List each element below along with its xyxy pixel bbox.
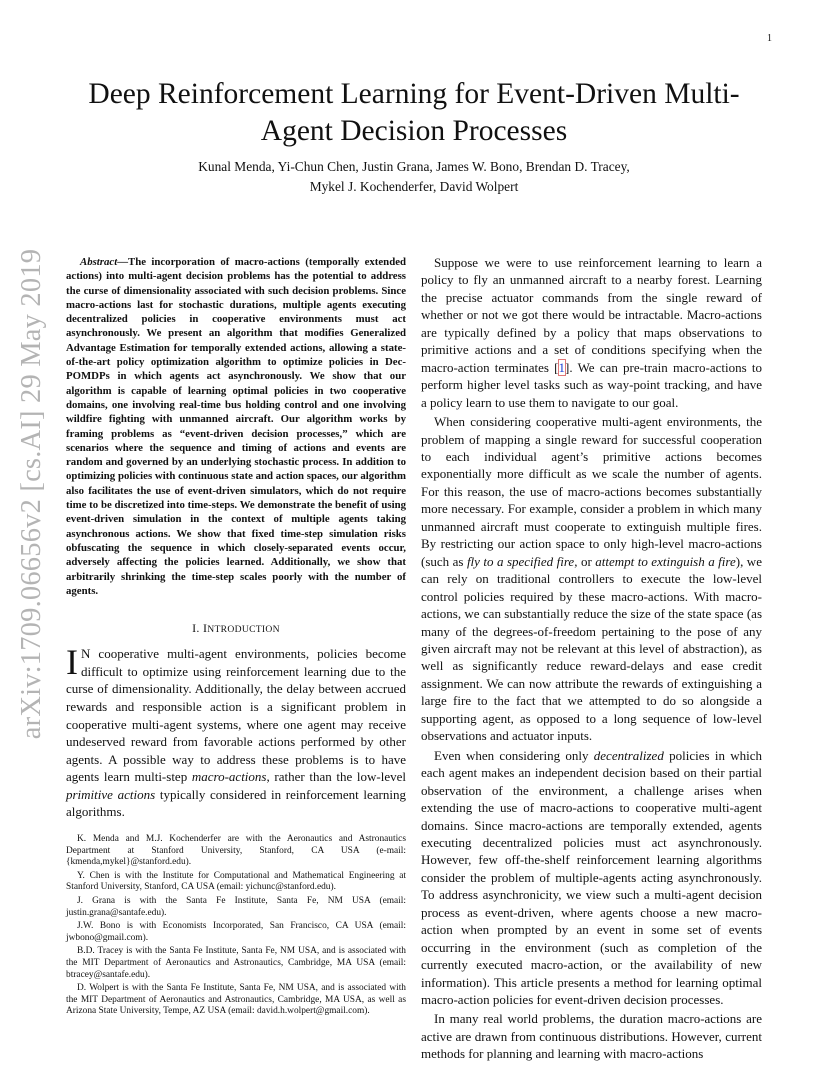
body-paragraph — [421, 254, 762, 411]
paragraph-text: When considering cooperative multi-agent environments, the problem of mapping a single reward for successful cooperation to each individual agent’s primitive actions becomes exponentially more difficult as we scale the number of agents. For this reason, the use of macro-actions becomes substantially more necessary. For example, consider a problem in which many unmanned aircraft must cooperate to extinguish multiple fires. By restricting our action space to only high-level macro-actions (such as — [421, 414, 762, 569]
paragraph-text: Suppose we were to use reinforcement learning to learn a policy to fly an unmanned aircraft to a nearby forest. Learning the precise actuator commands from the single reward of whether or not we got there would be intractable. Macro-actions are typically defined by a policy that maps observations to primitive actions and a set of conditions specifying when the macro-action terminates — [421, 255, 762, 375]
arxiv-identifier: arXiv:1709.06656v2 [cs.AI] 29 May 2019 — [16, 248, 48, 740]
abstract-lead: Abstract — [80, 256, 118, 268]
intro-cap-rest: N — [81, 646, 91, 662]
intro-text-1: cooperative multi-agent environments, policies become difficult to optimize using reinforcement learning due to the curse of dimensionality. Additionally, the delay between accrued rewards and responsible action is a significant problem in cooperative multi-agent systems, where one agent may receive undeserved reward from favorable actions performed by other agents. A possible way to address these problems is to have agents learn multi-step — [66, 646, 406, 785]
author-line-2: Mykel J. Kochenderfer, David Wolpert — [309, 179, 519, 194]
section-numeral: I. — [192, 621, 203, 636]
intro-paragraph — [66, 642, 406, 821]
emphasis-text: attempt to extinguish a fire — [595, 553, 736, 569]
footnote: Y. Chen is with the Institute for Computational and Mathematical Engineering at Stanford University, Stanford, CA USA (email: yichunc@stanford.edu). — [66, 870, 406, 893]
citation-link[interactable] — [554, 360, 569, 375]
emphasis-text: fly to a specified fire — [466, 553, 575, 569]
intro-text-3: typically considered in reinforcement learning algorithms. — [66, 786, 406, 820]
section-first-letter: I — [203, 621, 208, 636]
emphasis-text: decentralized — [593, 747, 664, 763]
intro-emphasis-primitive-actions: primitive actions — [66, 786, 156, 802]
paragraph-text: policies in which each agent makes an independent decision based on their partial observation of the environment, a challenge arises when extending the use of macro-actions to cooperative multi-agent domains. Since macro-actions are temporally extended, agents executing decentralized policies must act asynchronously. However, few off-the-shelf reinforcement learning algorithms consider the problem of multiple-agents acting asynchronously. To address asynchronicity, we view such a multi-agent decision process as event-driven, where agents choose a new macro-action when prompted by an event in some set of events occurring in the environment (such as completion of the currently executed macro-action, or the availability of new information). This article presents a method for learning optimal macro-action policies for event-driven decision processes. — [421, 747, 762, 1008]
paragraph-text: , or — [574, 553, 596, 569]
abstract-text: —The incorporation of macro-actions (temporally extended actions) into multi-agent decision problems has the potential to address the curse of dimensionality associated with such decision problems. Since macro-actions last for stochastic durations, multiple agents executing decentralized policies in cooperative environments must act asynchronously. We present an algorithm that modifies Generalized Advantage Estimation for temporally extended actions, allowing a state-of-the-art policy optimization algorithm to optimize policies in Dec-POMDPs in which agents act asynchronously. We show that our algorithm is capable of learning optimal policies in two cooperative domains, one involving real-time bus holding control and one involving wildfire fighting with unmanned aircraft. Our algorithm works by framing problems as “event-driven decision processes,” which are scenarios where the sequence and timing of actions and events are random and governed by an underlying stochastic process. In addition to optimizing policies with continuous state and action spaces, our algorithm also facilitates the use of event-driven simulators, which do not require time to be discretized into time-steps. We demonstrate the benefit of using event-driven simulation in the context of multiple agents taking asynchronous actions. We show that fixed time-step simulation risks obfuscating the sequence in which closely-separated events occur, adversely affecting the policies learned. Additionally, we show that arbitrarily shrinking the time-step scales poorly with the number of agents. — [66, 256, 406, 597]
paragraph-text: . We can pre-train macro-actions to perform higher level tasks such as way-point tracking, and have a policy learn to use them to navigate to our goal. — [421, 359, 762, 410]
footnote: K. Menda and M.J. Kochenderfer are with the Aeronautics and Astronautics Department at Stanford University, Stanford, CA USA (e-mail: {kmenda,mykel}@stanford.edu). — [66, 834, 406, 868]
section-heading-introduction — [66, 620, 406, 638]
footnote: J.W. Bono is with Economists Incorporated, San Francisco, CA USA (email: jwbono@gmail.com). — [66, 921, 406, 943]
paper-title: Deep Reinforcement Learning for Event-Driven Multi-Agent Decision Processes — [88, 78, 740, 147]
citation-number[interactable]: 1 — [558, 359, 565, 375]
body-paragraph — [421, 413, 762, 745]
arxiv-stamp — [12, 248, 52, 740]
abstract — [66, 255, 406, 598]
author-list — [90, 157, 738, 197]
intro-emphasis-macro-actions: macro-actions — [191, 769, 267, 785]
body-paragraph — [421, 747, 762, 1009]
footnote: J. Grana is with the Santa Fe Institute, Santa Fe, NM USA (email: justin.grana@santafe.edu). — [66, 896, 406, 918]
right-column — [421, 254, 762, 1065]
page-number: 1 — [767, 33, 772, 44]
author-line-1: Kunal Menda, Yi-Chun Chen, Justin Grana, James W. Bono, Brendan D. Tracey, — [198, 159, 630, 174]
footnote: D. Wolpert is with the Santa Fe Institute, Santa Fe, NM USA, and is associated with the MIT Department of Aeronautics and Astronautics, Cambridge, MA USA, as well as Arizona State University, Tempe, AZ USA (email: david.h.wolpert@gmail.com). — [66, 983, 406, 1017]
paragraph-text: ), we can rely on traditional controllers to execute the low-level control policies required by these macro-actions. With macro-actions, we can substantially reduce the size of the state space (as many of the degrees-of-freedom pertaining to the pose of any given aircraft may not be relevant at this level of abstraction), as well as significantly reduce reward-delays and ease credit assignment. We can now attribute the rewards of extinguishing a large fire to the fact that we attempted to do so alongside a supporting agent, as opposed to a long sequence of low-level observations and actuator inputs. — [421, 553, 762, 744]
body-paragraph: In many real world problems, the duration macro-actions are active are drawn from continuous distributions. However, current methods for planning and learning with macro-actions — [421, 1011, 762, 1062]
affiliation-footnotes — [66, 834, 406, 1018]
left-column — [66, 255, 406, 1020]
footnote: B.D. Tracey is with the Santa Fe Institute, Santa Fe, NM USA, and is associated with the MIT Department of Aeronautics and Astronautics, Cambridge, MA USA (email: btracey@santafe.edu). — [66, 946, 406, 980]
intro-text-2: , rather than the low-level — [266, 769, 406, 785]
section-title-rest: NTRODUCTION — [207, 624, 280, 636]
drop-cap: I — [66, 642, 78, 683]
paragraph-text: Even when considering only — [434, 747, 594, 763]
